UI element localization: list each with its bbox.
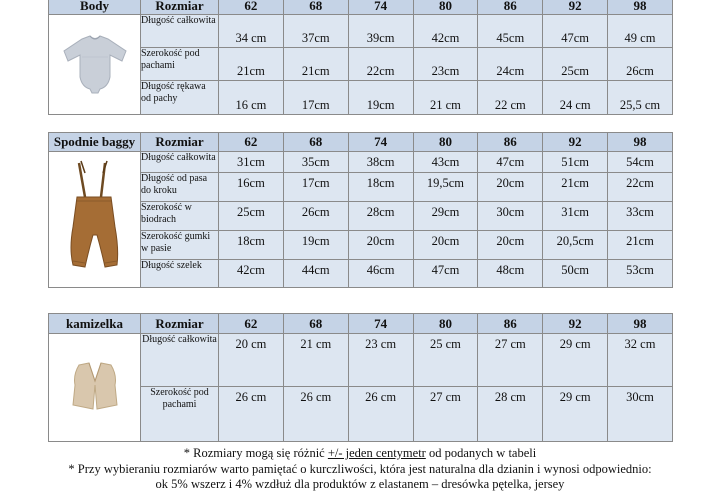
- size-header: Rozmiar: [141, 0, 219, 15]
- tolerance-link[interactable]: +/- jeden centymetr: [327, 446, 426, 460]
- value-cell: 33cm: [608, 202, 673, 231]
- size-cell: 92: [543, 133, 608, 152]
- measurement-label: Długość szelek: [141, 260, 219, 288]
- value-cell: 26 cm: [283, 387, 348, 442]
- size-cell: 74: [348, 0, 413, 15]
- value-cell: 42cm: [413, 15, 478, 48]
- value-cell: 22 cm: [478, 81, 543, 115]
- value-cell: 43cm: [413, 152, 478, 173]
- size-cell: 86: [478, 314, 543, 334]
- value-cell: 25cm: [543, 48, 608, 81]
- size-cell: 62: [219, 314, 284, 334]
- size-cell: 80: [413, 0, 478, 15]
- value-cell: 16cm: [219, 173, 284, 202]
- measurement-label: Szerokość pod pachami: [141, 387, 219, 442]
- body-size-table: [48, 0, 673, 115]
- value-cell: 25,5 cm: [608, 81, 673, 115]
- baggy-pants-image: [49, 152, 141, 288]
- size-cell: 62: [219, 133, 284, 152]
- table-row: [49, 202, 673, 231]
- value-cell: 27 cm: [478, 334, 543, 387]
- size-cell: 92: [543, 314, 608, 334]
- value-cell: 30cm: [478, 202, 543, 231]
- table-header-row: [49, 133, 673, 152]
- value-cell: 51cm: [543, 152, 608, 173]
- value-cell: 20 cm: [219, 334, 284, 387]
- value-cell: 29cm: [413, 202, 478, 231]
- product-name: kamizelka: [49, 314, 141, 334]
- value-cell: 45cm: [478, 15, 543, 48]
- measurement-label: Długość całkowita: [141, 152, 219, 173]
- table-row: [49, 81, 673, 115]
- value-cell: 54cm: [608, 152, 673, 173]
- size-cell: 98: [608, 133, 673, 152]
- vest-icon: [65, 355, 125, 415]
- product-name: Spodnie baggy: [49, 133, 141, 152]
- size-cell: 68: [283, 133, 348, 152]
- table-row: [49, 48, 673, 81]
- value-cell: 28 cm: [478, 387, 543, 442]
- size-cell: 86: [478, 0, 543, 15]
- table-row: [49, 260, 673, 288]
- value-cell: 28cm: [348, 202, 413, 231]
- size-cell: 74: [348, 314, 413, 334]
- value-cell: 20,5cm: [543, 231, 608, 260]
- value-cell: 21cm: [543, 173, 608, 202]
- size-cell: 62: [219, 0, 284, 15]
- value-cell: 39cm: [348, 15, 413, 48]
- size-cell: 98: [608, 314, 673, 334]
- size-cell: 80: [413, 133, 478, 152]
- value-cell: 48cm: [478, 260, 543, 288]
- measurement-label: Długość rękawa od pachy: [141, 81, 219, 115]
- value-cell: 23 cm: [348, 334, 413, 387]
- value-cell: 49 cm: [608, 15, 673, 48]
- value-cell: 19cm: [283, 231, 348, 260]
- value-cell: 19,5cm: [413, 173, 478, 202]
- size-cell: 86: [478, 133, 543, 152]
- footnote-shrinkage-detail: ok 5% wszerz i 4% wzdłuż dla produktów z elastanem – dresówka pętelka, jersey: [155, 477, 565, 491]
- value-cell: 17cm: [283, 81, 348, 115]
- size-cell: 98: [608, 0, 673, 15]
- table-row: [49, 387, 673, 442]
- measurement-label: Szerokość pod pachami: [141, 48, 219, 81]
- value-cell: 35cm: [283, 152, 348, 173]
- value-cell: 38cm: [348, 152, 413, 173]
- value-cell: 27 cm: [413, 387, 478, 442]
- size-cell: 74: [348, 133, 413, 152]
- measurement-label: Szerokość gumki w pasie: [141, 231, 219, 260]
- value-cell: 47cm: [478, 152, 543, 173]
- table-row: [49, 173, 673, 202]
- value-cell: 20cm: [413, 231, 478, 260]
- value-cell: 26cm: [283, 202, 348, 231]
- value-cell: 44cm: [283, 260, 348, 288]
- value-cell: 46cm: [348, 260, 413, 288]
- footnotes: [0, 446, 720, 493]
- table-row: [49, 334, 673, 387]
- value-cell: 47cm: [413, 260, 478, 288]
- value-cell: 50cm: [543, 260, 608, 288]
- value-cell: 34 cm: [219, 15, 284, 48]
- value-cell: 30cm: [608, 387, 673, 442]
- value-cell: 21 cm: [283, 334, 348, 387]
- table-row: [49, 15, 673, 48]
- measurement-label: Długość od pasa do kroku: [141, 173, 219, 202]
- value-cell: 21cm: [608, 231, 673, 260]
- value-cell: 31cm: [219, 152, 284, 173]
- value-cell: 37cm: [283, 15, 348, 48]
- product-name: Body: [49, 0, 141, 15]
- value-cell: 22cm: [348, 48, 413, 81]
- value-cell: 21 cm: [413, 81, 478, 115]
- vest-size-table: [48, 313, 673, 442]
- value-cell: 29 cm: [543, 334, 608, 387]
- size-cell: 68: [283, 314, 348, 334]
- measurement-label: Długość całkowita: [141, 15, 219, 48]
- value-cell: 25 cm: [413, 334, 478, 387]
- footnote-text: * Rozmiary mogą się różnić: [183, 446, 328, 460]
- value-cell: 31cm: [543, 202, 608, 231]
- value-cell: 47cm: [543, 15, 608, 48]
- value-cell: 18cm: [348, 173, 413, 202]
- size-cell: 80: [413, 314, 478, 334]
- size-cell: 92: [543, 0, 608, 15]
- value-cell: 26 cm: [219, 387, 284, 442]
- vest-image: [49, 334, 141, 442]
- bodysuit-icon: [60, 27, 130, 97]
- bodysuit-image: [49, 15, 141, 115]
- table-row: [49, 152, 673, 173]
- value-cell: 19cm: [348, 81, 413, 115]
- value-cell: 23cm: [413, 48, 478, 81]
- value-cell: 24cm: [478, 48, 543, 81]
- footnote-shrinkage: * Przy wybieraniu rozmiarów warto pamiętać o kurczliwości, która jest naturalna dla dzianin i wynosi odpowiednio:: [68, 461, 652, 476]
- size-cell: 68: [283, 0, 348, 15]
- value-cell: 16 cm: [219, 81, 284, 115]
- value-cell: 20cm: [348, 231, 413, 260]
- measurement-label: Szerokość w biodrach: [141, 202, 219, 231]
- size-header: Rozmiar: [141, 314, 219, 334]
- value-cell: 26 cm: [348, 387, 413, 442]
- size-header: Rozmiar: [141, 133, 219, 152]
- value-cell: 42cm: [219, 260, 284, 288]
- value-cell: 25cm: [219, 202, 284, 231]
- table-header-row: [49, 314, 673, 334]
- footnote-tolerance: [0, 446, 720, 462]
- value-cell: 17cm: [283, 173, 348, 202]
- value-cell: 22cm: [608, 173, 673, 202]
- table-header-row: [49, 0, 673, 15]
- table-row: [49, 231, 673, 260]
- value-cell: 21cm: [283, 48, 348, 81]
- value-cell: 32 cm: [608, 334, 673, 387]
- value-cell: 29 cm: [543, 387, 608, 442]
- baggy-pants-size-table: [48, 132, 673, 288]
- baggy-pants-icon: [55, 157, 135, 277]
- value-cell: 26cm: [608, 48, 673, 81]
- value-cell: 20cm: [478, 173, 543, 202]
- value-cell: 53cm: [608, 260, 673, 288]
- value-cell: 20cm: [478, 231, 543, 260]
- value-cell: 21cm: [219, 48, 284, 81]
- measurement-label: Długość całkowita: [141, 334, 219, 387]
- value-cell: 18cm: [219, 231, 284, 260]
- footnote-text: od podanych w tabeli: [425, 446, 537, 460]
- value-cell: 24 cm: [543, 81, 608, 115]
